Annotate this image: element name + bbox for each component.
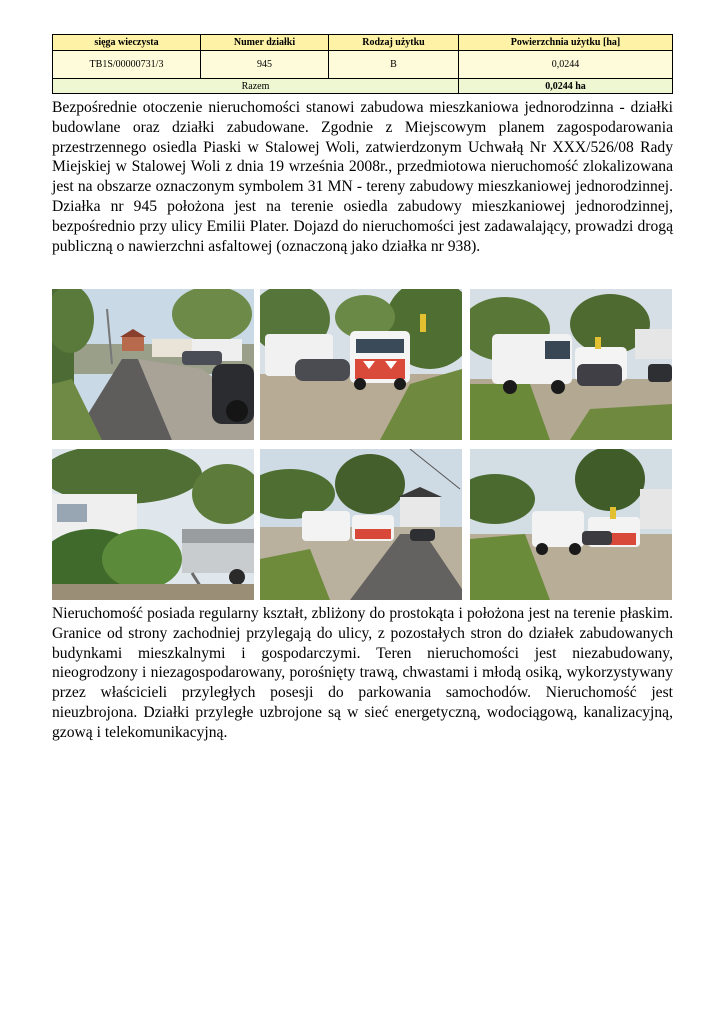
table-cell: 945 — [201, 51, 329, 79]
parked-vans-photo — [470, 289, 672, 440]
description-paragraph: Bezpośrednie otoczenie nieruchomości stanowi zabudowa mieszkaniowa jednorodzinna - działki budowlane oraz działki zabudowane. Zgodnie z Miejscowym planem zagospodarowania przestrzennego osiedla Piaski w Stalowej Woli, zatwierdzonym Uchwałą Nr XXX/526/08 Rady Miejskiej w Stalowej Woli z dnia 19 września 2008r., przedmiotowa nieruchomość zlokalizowana jest na obszarze oznaczonym symbolem 31 MN - tereny zabudowy mieszkaniowej jednorodzinnej. Działka nr 945 położona jest na terenie osiedla zabudowy mieszkaniowej jednorodzinnej, bezpośrednio przy ulicy Emilii Plater. Dojazd do nieruchomości jest zadawalający, prowadzi drogą publiczną o nawierzchni asfaltowej (oznaczoną jako działka nr 938). — [52, 99, 673, 255]
table-row — [53, 51, 673, 79]
table-cell: B — [329, 51, 459, 79]
table-cell: TB1S/00000731/3 — [53, 51, 201, 79]
table-header-row — [53, 35, 673, 51]
table-sum-row — [53, 79, 673, 94]
column-header: sięga wieczysta — [53, 35, 201, 51]
column-header: Powierzchnia użytku [ha] — [459, 35, 673, 51]
parked-vans-photo — [260, 449, 462, 600]
parked-vans-photo — [260, 289, 462, 440]
column-header: Rodzaj użytku — [329, 35, 459, 51]
parked-vans-photo — [470, 449, 672, 600]
greenery-trailer-photo — [52, 449, 254, 600]
table-cell: 0,0244 — [459, 51, 673, 79]
description-paragraph: Nieruchomość posiada regularny kształt, zbliżony do prostokąta i położona jest na terenie płaskim. Granice od strony zachodniej przylegają do ulicy, z pozostałych stron do działek zabudowanych budynkami mieszkalnymi i gospodarczymi. Teren nieruchomości jest niezabudowany, nieogrodzony i niezagospodarowany, porośnięty trawą, chwastami i młodą osiką, wykorzystywany przez właścicieli przyległych posesji do parkowania samochodów. Nieruchomość jest nieuzbrojona. Działki przyległe uzbrojone są w sieć energetyczną, wodociągową, kanalizacyjną, gzową i telekomunikacyjną. — [52, 605, 673, 741]
sum-value: 0,0244 ha — [459, 79, 673, 94]
photo-grid — [52, 289, 672, 600]
land-register-table — [52, 34, 673, 94]
column-header: Numer działki — [201, 35, 329, 51]
street-photo — [52, 289, 254, 440]
sum-label: Razem — [53, 79, 459, 94]
